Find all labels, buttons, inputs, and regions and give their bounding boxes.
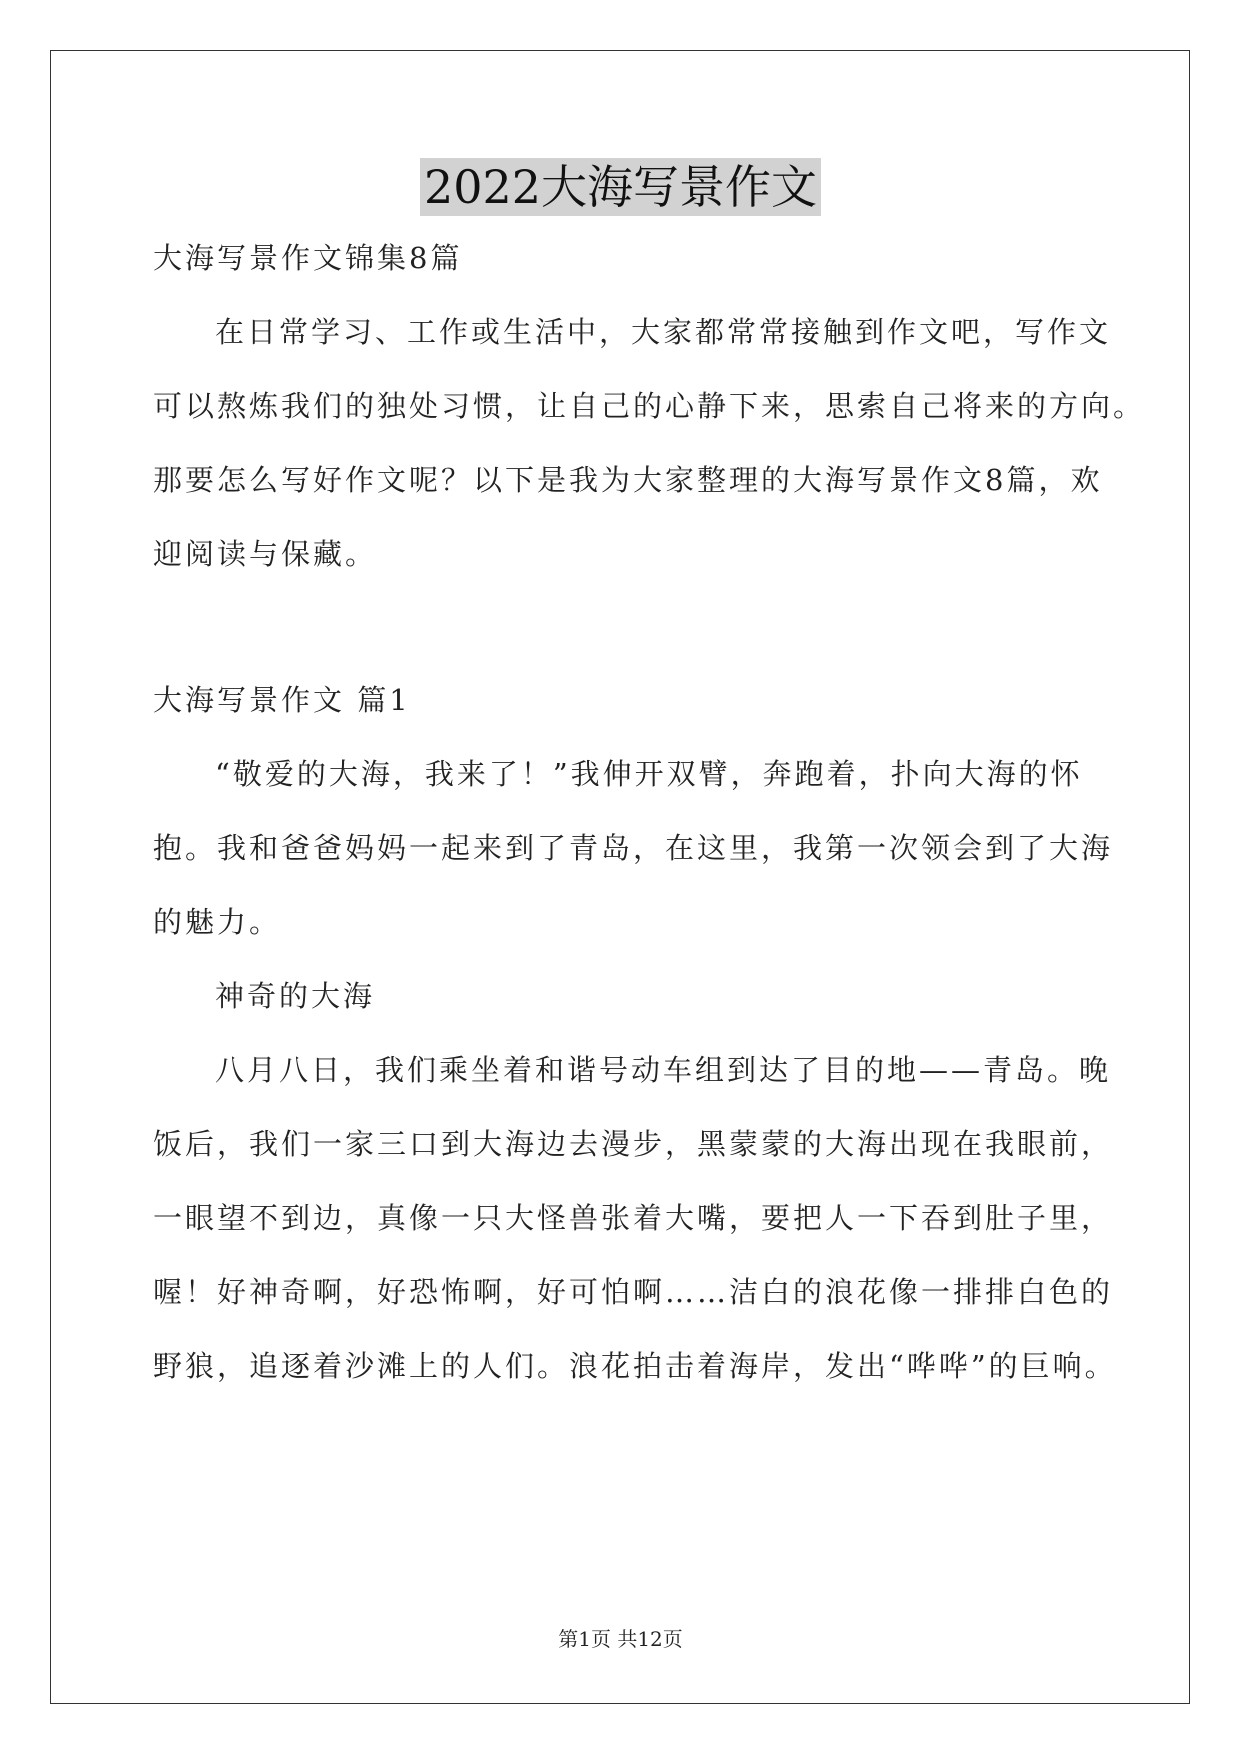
intro-line-3: 那要怎么写好作文呢？以下是我为大家整理的大海写景作文8篇，欢 [153,463,1103,497]
title-container [0,158,1241,216]
section-heading: 大海写景作文 篇1 [153,683,411,717]
intro-line-1: 在日常学习、工作或生活中，大家都常常接触到作文吧，写作文 [215,315,1112,349]
intro-line-4: 迎阅读与保藏。 [153,537,378,571]
intro-line-2: 可以熬炼我们的独处习惯，让自己的心静下来，思索自己将来的方向。 [153,389,1146,423]
page-border [50,50,1190,1704]
para1-line-1: “敬爱的大海，我来了！”我伸开双臂，奔跑着，扑向大海的怀 [215,757,1083,791]
document-title: 2022大海写景作文 [420,158,821,216]
para2-line-5: 野狼，追逐着沙滩上的人们。浪花拍击着海岸，发出“哗哗”的巨响。 [153,1349,1117,1383]
para2-line-3: 一眼望不到边，真像一只大怪兽张着大嘴，要把人一下吞到肚子里， [153,1201,1114,1235]
para2-line-4: 喔！好神奇啊，好恐怖啊，好可怕啊……洁白的浪花像一排排白色的 [153,1275,1114,1309]
para2-line-1: 八月八日，我们乘坐着和谐号动车组到达了目的地——青岛。晚 [215,1053,1112,1087]
page-footer: 第1页 共12页 [558,1627,683,1651]
para1-line-2: 抱。我和爸爸妈妈一起来到了青岛，在这里，我第一次领会到了大海 [153,831,1114,865]
section-subheading: 神奇的大海 [215,979,376,1013]
para2-line-2: 饭后，我们一家三口到大海边去漫步，黑蒙蒙的大海出现在我眼前， [153,1127,1114,1161]
document-subtitle: 大海写景作文锦集8篇 [153,241,463,275]
para1-line-3: 的魅力。 [153,905,282,939]
